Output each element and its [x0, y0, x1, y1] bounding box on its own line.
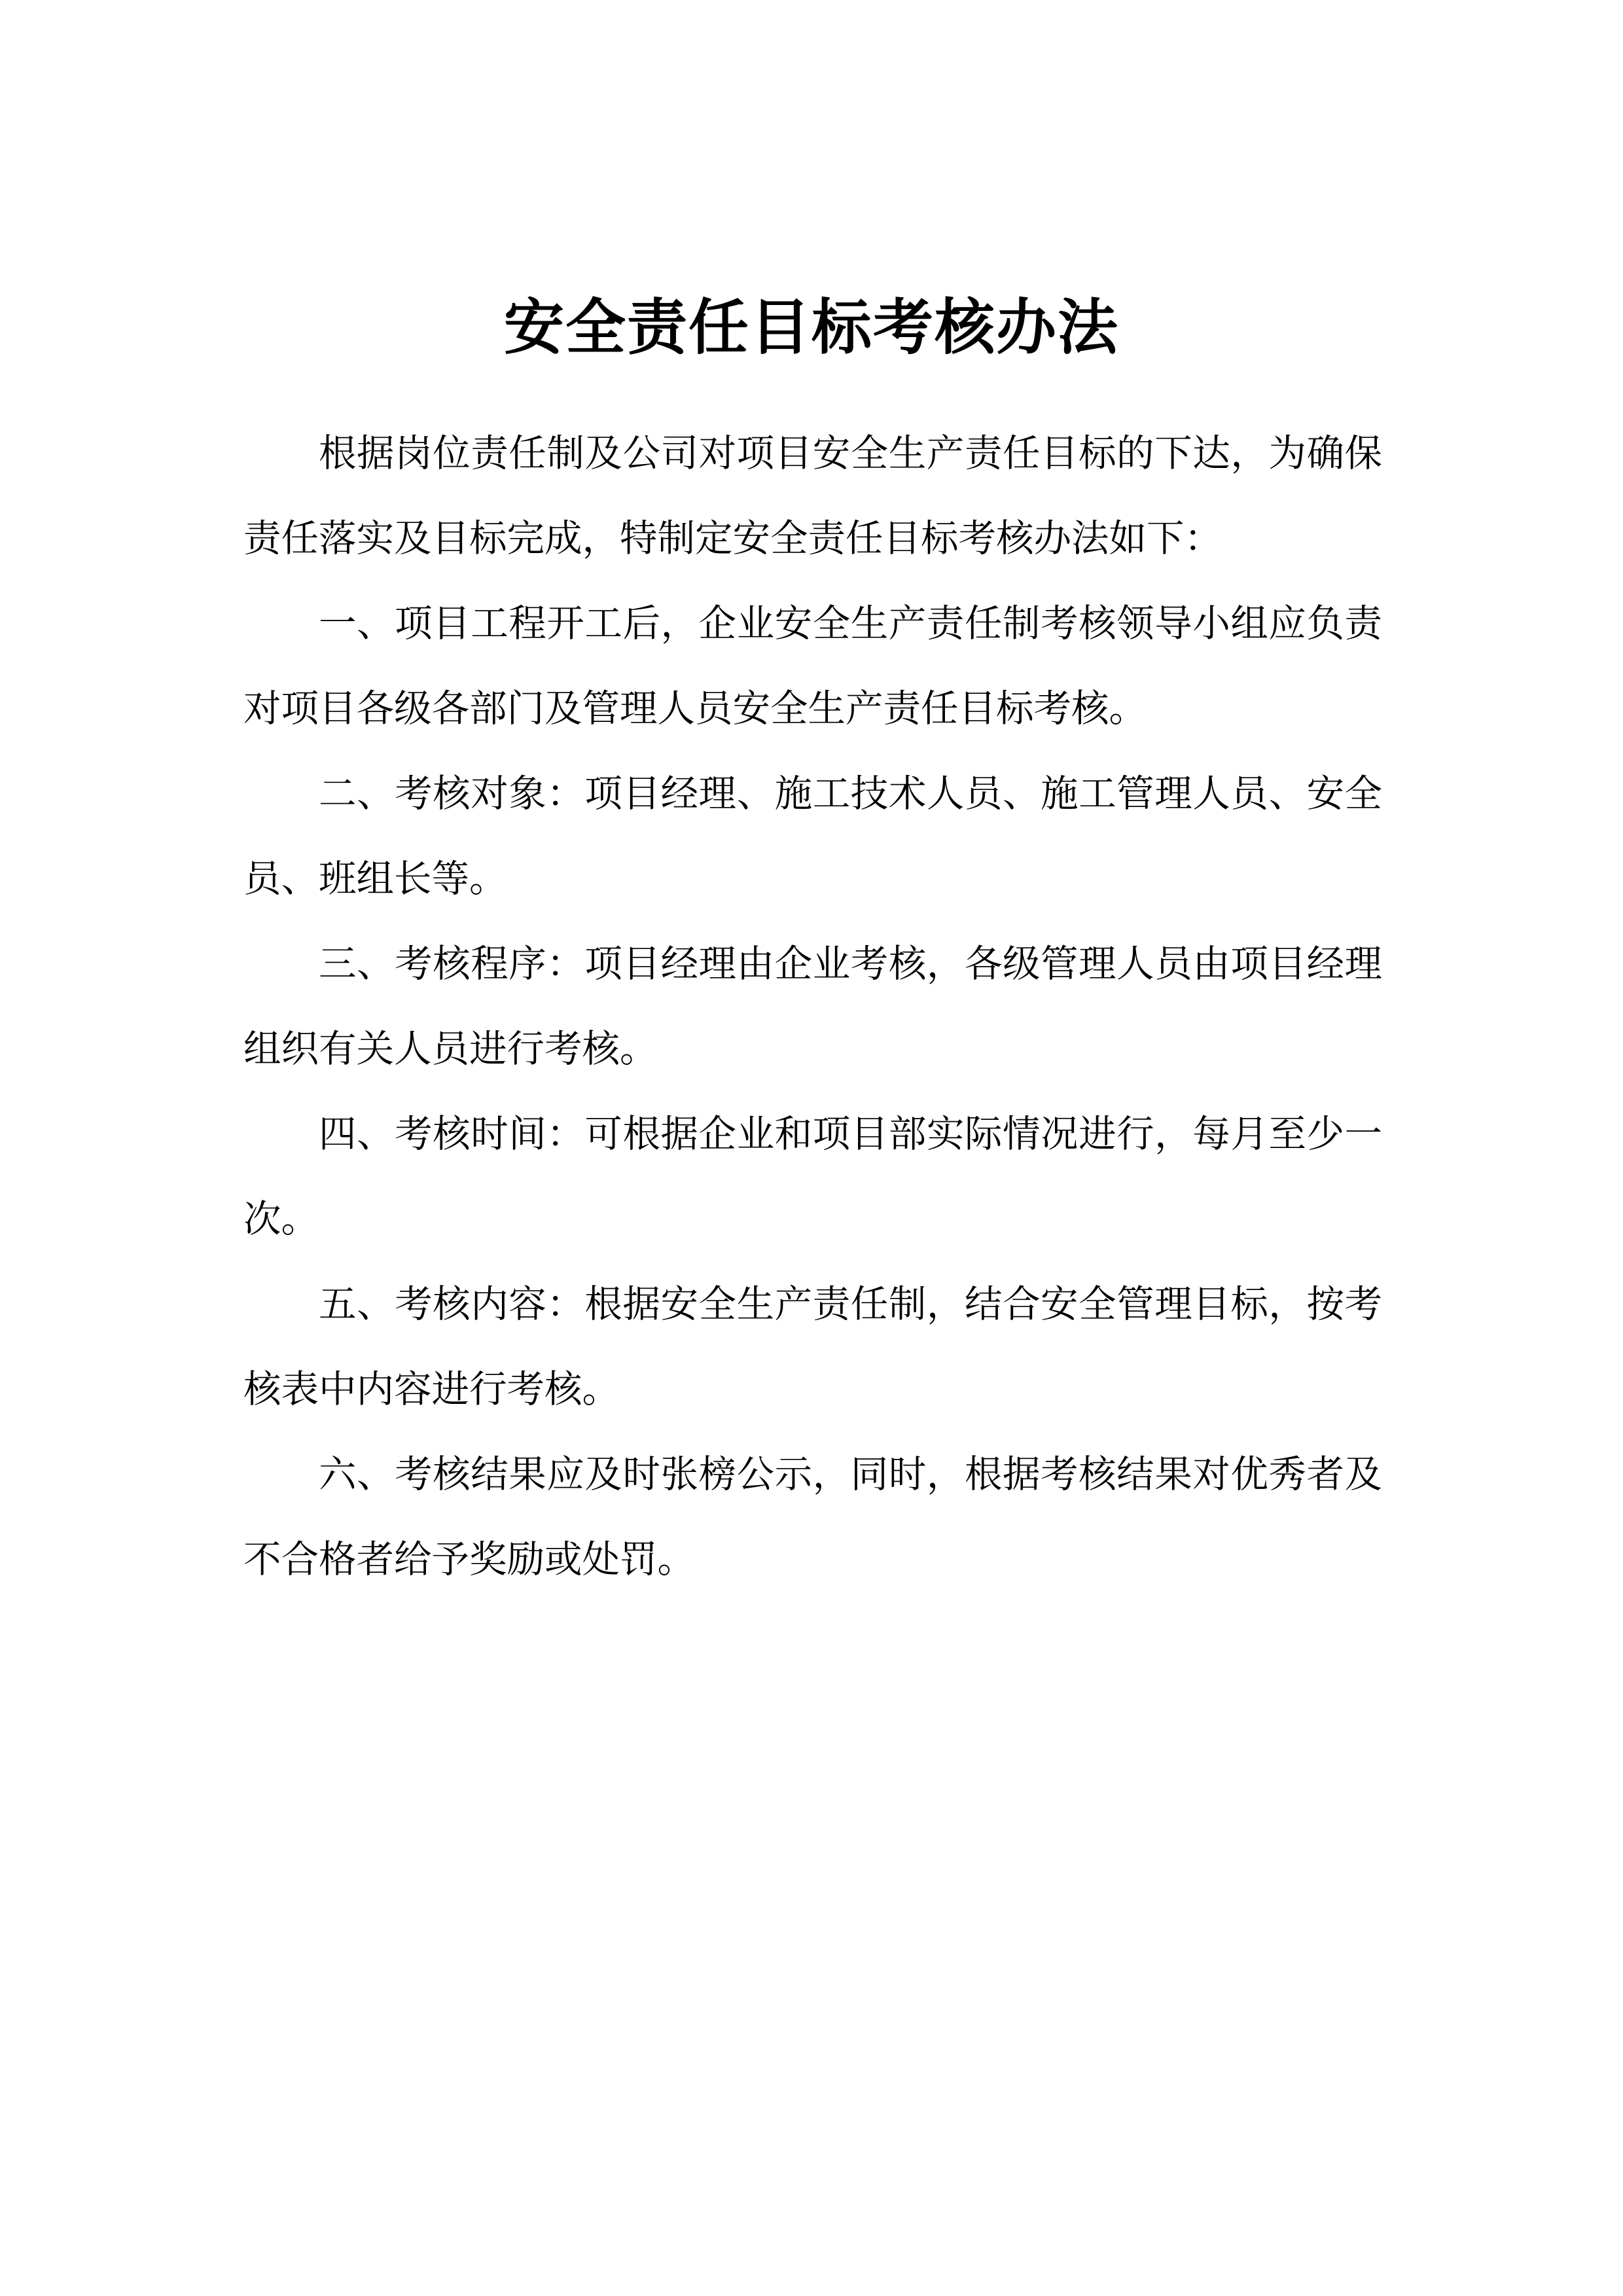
text-line: 对项目各级各部门及管理人员安全生产责任目标考核。 [243, 689, 1147, 730]
text-line: 一、项目工程开工后，企业安全生产责任制考核领导小组应负责 [319, 603, 1382, 645]
text-line: 三、考核程序：项目经理由企业考核，各级管理人员由项目经理 [319, 944, 1382, 985]
paragraph-item-1 [243, 582, 1382, 752]
text-line: 核表中内容进行考核。 [243, 1369, 620, 1410]
paragraph-intro [243, 412, 1382, 582]
paragraph-item-4 [243, 1092, 1382, 1263]
paragraph-item-5 [243, 1263, 1382, 1433]
text-line: 次。 [243, 1199, 319, 1240]
text-line: 根据岗位责任制及公司对项目安全生产责任目标的下达，为确保 [319, 433, 1382, 475]
text-line: 责任落实及目标完成，特制定安全责任目标考核办法如下： [243, 518, 1222, 560]
text-line: 组织有关人员进行考核。 [243, 1029, 658, 1070]
document-title: 安全责任目标考核办法 [503, 295, 1119, 361]
text-line: 员、班组长等。 [243, 859, 507, 900]
text-line: 四、考核时间：可根据企业和项目部实际情况进行，每月至少一 [319, 1114, 1382, 1155]
document-body [243, 412, 1382, 1603]
paragraph-item-3 [243, 922, 1382, 1092]
text-line: 五、考核内容：根据安全生产责任制，结合安全管理目标，按考 [319, 1284, 1382, 1325]
paragraph-item-6 [243, 1433, 1382, 1603]
paragraph-item-2 [243, 752, 1382, 922]
text-line: 不合格者给予奖励或处罚。 [243, 1539, 695, 1581]
text-line: 六、考核结果应及时张榜公示，同时，根据考核结果对优秀者及 [319, 1454, 1382, 1496]
text-line: 二、考核对象：项目经理、施工技术人员、施工管理人员、安全 [319, 774, 1382, 815]
